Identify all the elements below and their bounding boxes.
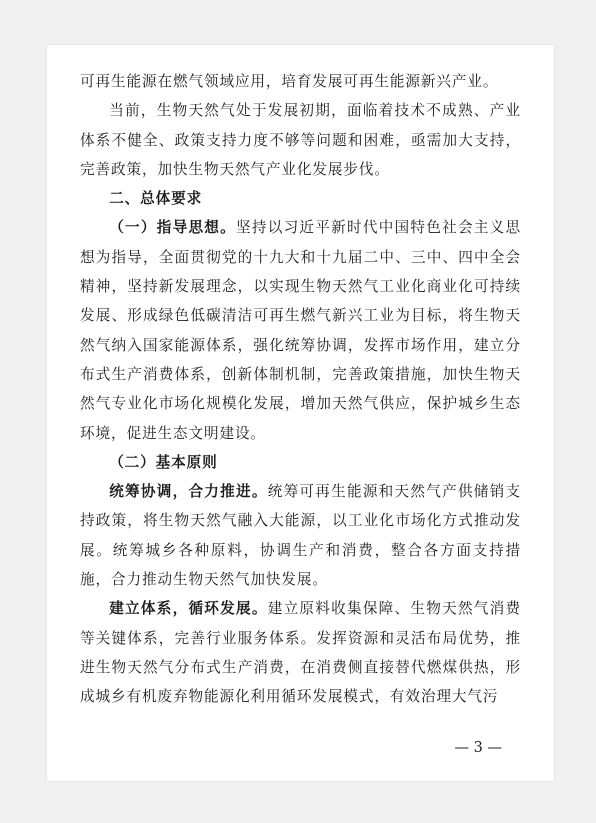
guiding-thought-text: 坚持以习近平新时代中国特色社会主义思想为指导，全面贯彻党的十九大和十九届二中、三中、四中全会精神，坚持新发展理念，以实现生物天然气工业化商业化可持续发展、形成绿色低碳清洁可再生燃气新兴工业为目标，将生物天然气纳入国家能源体系，强化统筹协调，发挥市场作用，建立分布式生产消费体系，创新体制机制，完善政策措施，加快生物天然气专业化市场化规模化发展，增加天然气供应，保护城乡生态环境，促进生态文明建设。 xyxy=(80,219,522,442)
section-heading: 二、总体要求 xyxy=(109,190,203,208)
guiding-thought-label: （一）指导思想。 xyxy=(109,219,237,237)
principle-coordination-label: 统筹协调，合力推进。 xyxy=(109,483,268,501)
basic-principles-heading: （二）基本原则 xyxy=(109,453,218,471)
principle-system-label: 建立体系，循环发展。 xyxy=(109,600,268,618)
document-body xyxy=(80,67,521,712)
paragraph-principle-system xyxy=(80,594,521,711)
principle-system-text: 建立原料收集保障、生物天然气消费等关键体系，完善行业服务体系。发挥资源和灵活布局优势，推进生物天然气分布式生产消费，在消费侧直接替代燃煤供热，形成城乡有机废弃物能源化利用循环发展模式，有效治理大气污 xyxy=(80,600,521,706)
document-page xyxy=(47,45,554,781)
paragraph-continuation: 可再生能源在燃气领域应用，培育发展可再生能源新兴产业。 xyxy=(80,73,499,90)
principle-coordination-text: 统筹可再生能源和天然气产供储销支持政策，将生物天然气融入大能源，以工业化市场化方式推动发展。统筹城乡各种原料，协调生产和消费，整合各方面支持措施，合力推动生物天然气加快发展。 xyxy=(80,483,521,589)
paragraph-guiding-thought xyxy=(80,213,521,447)
paragraph-current-status: 当前，生物天然气处于发展初期，面临着技术不成熟、产业体系不健全、政策支持力度不够等问题和困难，亟需加大支持，完善政策，加快生物天然气产业化发展步伐。 xyxy=(80,102,521,178)
paragraph-principle-coordination xyxy=(80,477,521,594)
page-number: — 3 — xyxy=(454,740,502,756)
